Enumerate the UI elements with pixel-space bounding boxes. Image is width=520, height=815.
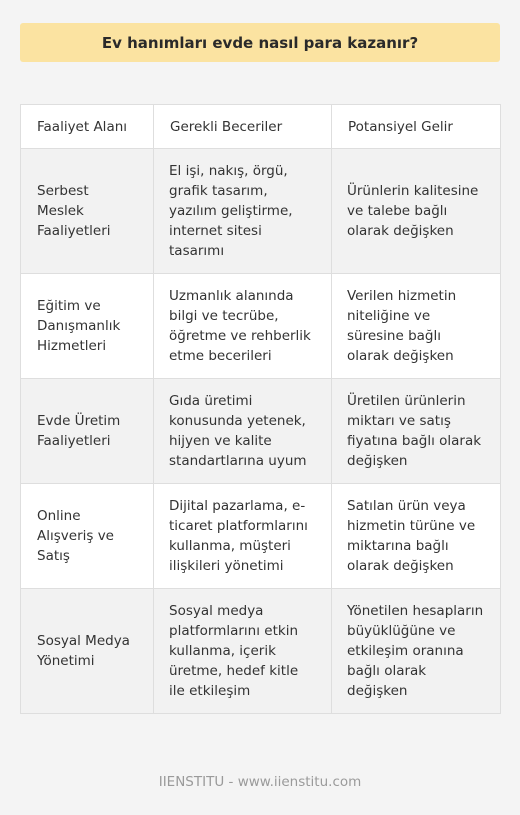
income-cell: Ürünlerin kalitesine ve talebe bağlı olarak değişken — [332, 149, 501, 274]
activity-cell: Eğitim ve Danışmanlık Hizmetleri — [21, 274, 154, 379]
activity-cell: Sosyal Medya Yönetimi — [21, 589, 154, 714]
skills-cell: El işi, nakış, örgü, grafik tasarım, yazılım geliştirme, internet sitesi tasarımı — [154, 149, 332, 274]
footer-credit: IIENSTITU - www.iienstitu.com — [158, 774, 362, 790]
skills-cell: Dijital pazarlama, e-ticaret platformlarını kullanma, müşteri ilişkileri yönetimi — [154, 484, 332, 589]
table-row — [21, 589, 501, 714]
income-cell: Satılan ürün veya hizmetin türüne ve miktarına bağlı olarak değişken — [332, 484, 501, 589]
table-row — [21, 379, 501, 484]
income-cell: Üretilen ürünlerin miktarı ve satış fiyatına bağlı olarak değişken — [332, 379, 501, 484]
skills-cell: Sosyal medya platformlarını etkin kullanma, içerik üretme, hedef kitle ile etkileşim — [154, 589, 332, 714]
activity-cell: Serbest Meslek Faaliyetleri — [21, 149, 154, 274]
skills-cell: Gıda üretimi konusunda yetenek, hijyen ve kalite standartlarına uyum — [154, 379, 332, 484]
income-cell: Yönetilen hesapların büyüklüğüne ve etkileşim oranına bağlı olarak değişken — [332, 589, 501, 714]
income-cell: Verilen hizmetin niteliğine ve süresine bağlı olarak değişken — [332, 274, 501, 379]
table-row — [21, 274, 501, 379]
column-header-skills: Gerekli Beceriler — [154, 105, 332, 149]
activity-cell: Evde Üretim Faaliyetleri — [21, 379, 154, 484]
column-header-income: Potansiyel Gelir — [332, 105, 501, 149]
income-table — [20, 104, 501, 714]
page-title: Ev hanımları evde nasıl para kazanır? — [20, 23, 500, 62]
table-header-row — [21, 105, 501, 149]
table-row — [21, 484, 501, 589]
table-row — [21, 149, 501, 274]
column-header-activity: Faaliyet Alanı — [21, 105, 154, 149]
skills-cell: Uzmanlık alanında bilgi ve tecrübe, öğretme ve rehberlik etme becerileri — [154, 274, 332, 379]
activity-cell: Online Alışveriş ve Satış — [21, 484, 154, 589]
